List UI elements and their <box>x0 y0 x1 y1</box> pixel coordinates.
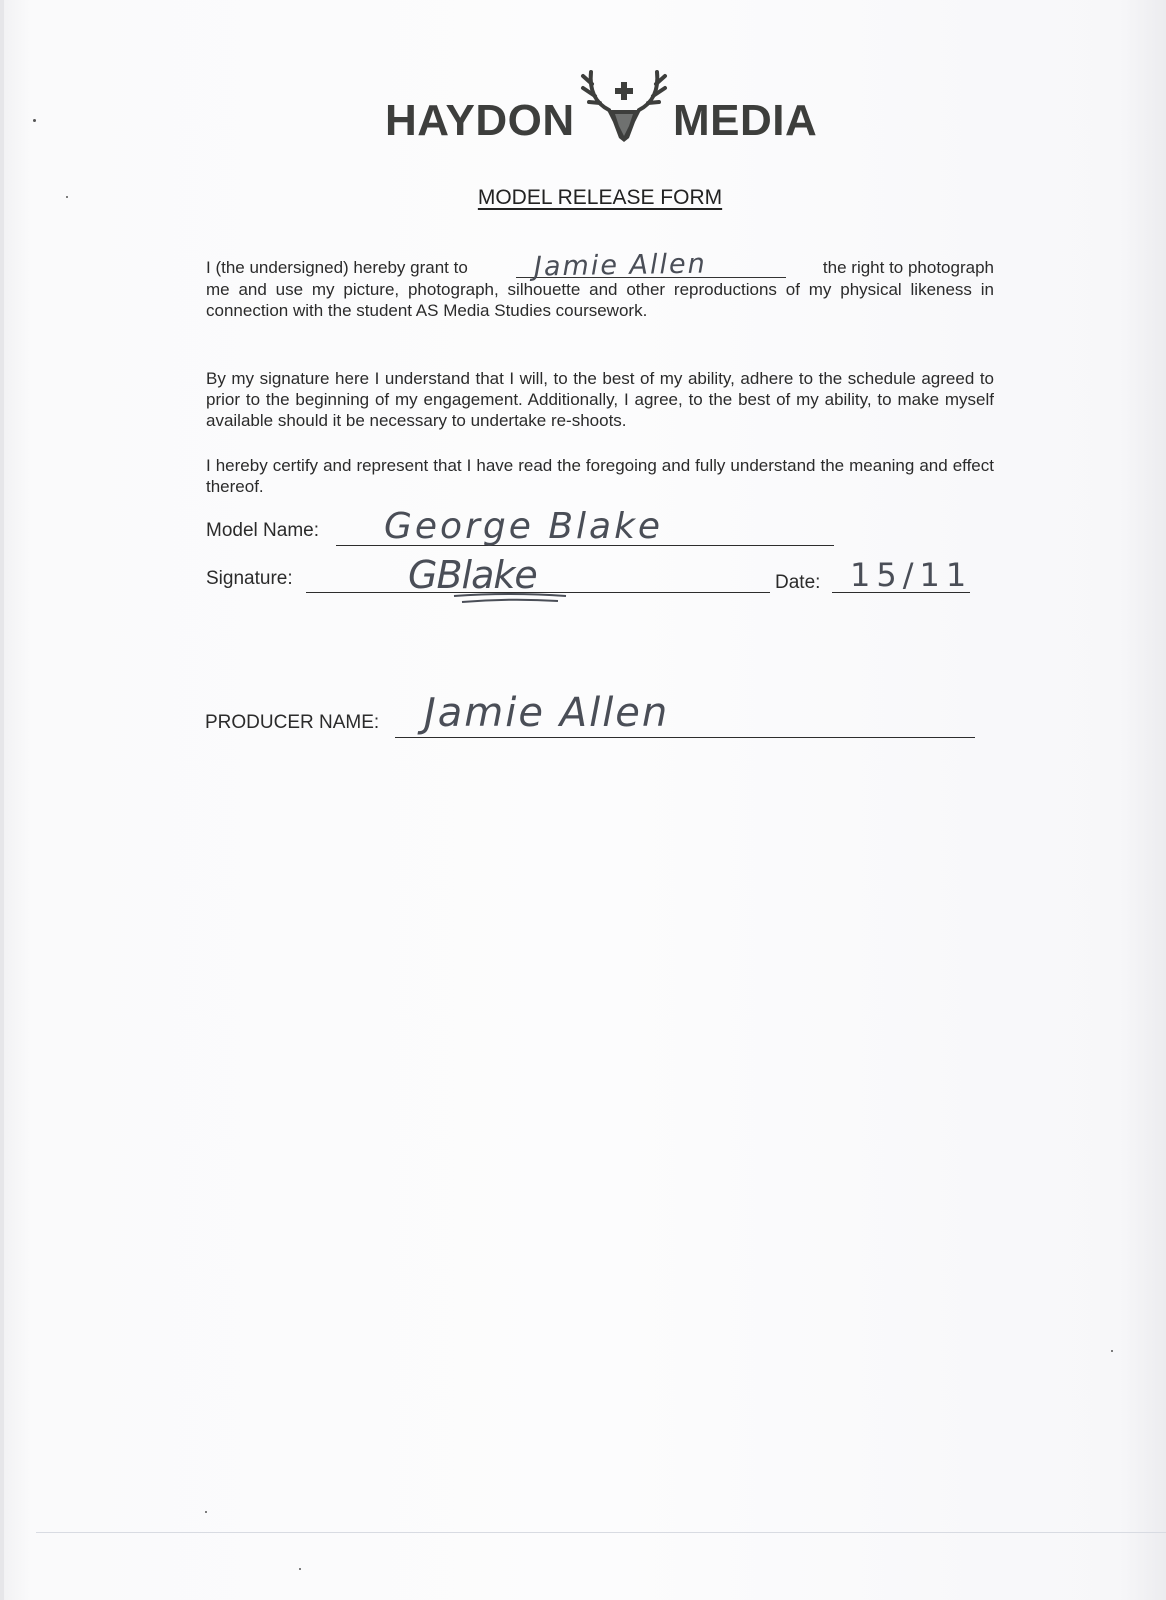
handwritten-date: 15/11 <box>850 556 973 594</box>
schedule-paragraph: By my signature here I understand that I will, to the best of my ability, adhere to the schedule agreed to prior to the beginning of my engagement. Additionally, I agree, to the best of my ability, to make myself available should it be necessary to undertake re-shoots. <box>206 369 994 430</box>
handwritten-signature: GBlake <box>408 553 537 597</box>
logo-word-right: MEDIA <box>673 96 818 145</box>
signature-label: Signature: <box>206 568 293 589</box>
scan-edge <box>0 0 4 1600</box>
stag-head-icon <box>579 66 669 146</box>
scan-speck <box>299 1568 301 1570</box>
grant-tail-text: the right to photograph <box>822 258 994 277</box>
handwritten-grantee: Jamie Allen <box>533 248 707 283</box>
producer-name-label: PRODUCER NAME: <box>205 712 380 733</box>
form-title: MODEL RELEASE FORM <box>477 186 723 209</box>
scan-speck <box>205 1511 207 1513</box>
scan-speck <box>1111 1350 1113 1352</box>
grant-lead-text: I (the undersigned) hereby grant to <box>206 258 468 277</box>
producer-name-line <box>395 737 975 738</box>
haydon-media-logo <box>383 66 823 146</box>
scan-edge <box>36 1532 1166 1533</box>
model-name-label: Model Name: <box>206 520 319 541</box>
date-label: Date: <box>775 572 821 593</box>
grant-paragraph: me and use my picture, photograph, silhouette and other reproductions of my physical likeness in connection with the student AS Media Studies coursework. <box>206 280 994 320</box>
handwritten-producer-name: Jamie Allen <box>424 690 670 736</box>
certification-paragraph: I hereby certify and represent that I have read the foregoing and fully understand the meaning and effect thereof. <box>206 456 994 496</box>
signature-underline-flourish <box>450 590 570 606</box>
logo-word-left: HAYDON <box>385 96 575 145</box>
scan-speck <box>33 119 36 122</box>
handwritten-model-name: George Blake <box>384 506 664 547</box>
